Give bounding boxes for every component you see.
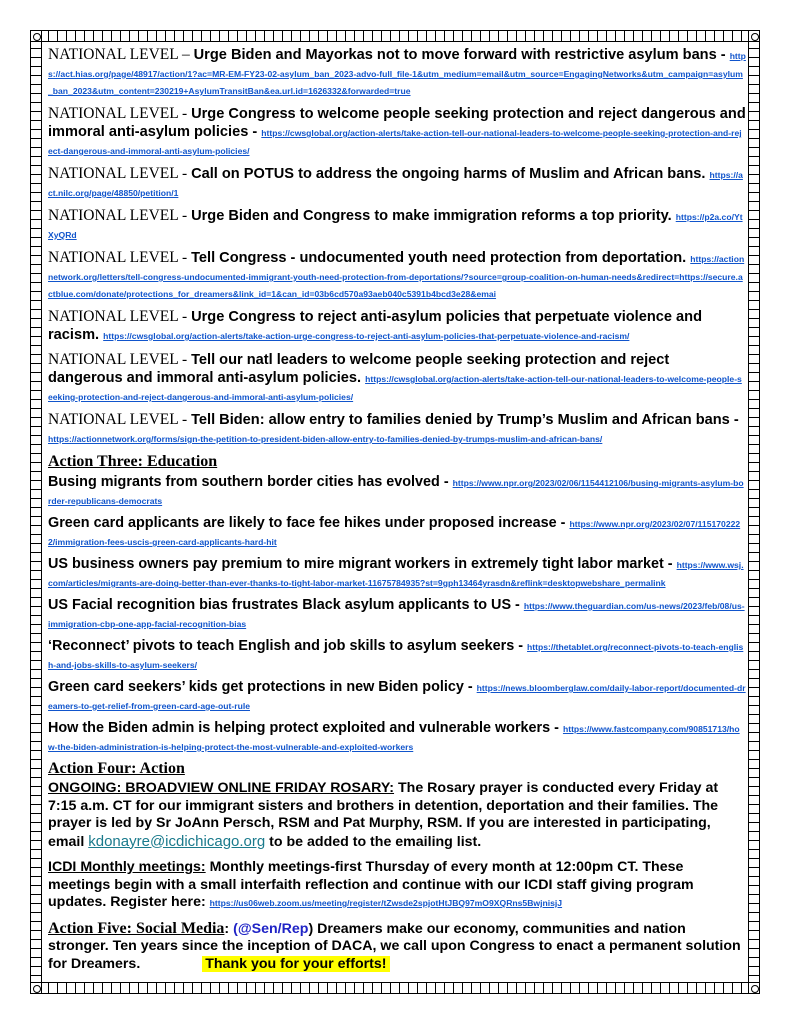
border-top [30, 30, 760, 42]
document-body [48, 46, 746, 981]
level-separator: - [178, 249, 192, 266]
national-level-item [48, 351, 746, 404]
news-item [48, 473, 746, 508]
item-title: Urge Biden and Congress to make immigration reforms a top priority. [191, 208, 676, 224]
item-title: Urge Congress to reject anti-asylum policies that perpetuate violence and racism. [48, 309, 702, 343]
action-five-text: Dreamers make our economy, communities and nation stronger. Ten years since the inception of DACA, we call upon Congress to enact a permanent solution for Dreamers. [48, 920, 741, 972]
item-link[interactable]: https://p2a.co/YtXyQRd [48, 212, 743, 240]
level-prefix: NATIONAL LEVEL [48, 165, 179, 182]
item-title: Urge Biden and Mayorkas not to move forward with restrictive asylum bans - [193, 47, 730, 63]
icdi-paragraph [48, 859, 746, 912]
border-right [748, 30, 760, 994]
level-separator: - [178, 308, 192, 325]
level-separator: - [178, 411, 192, 428]
news-list [48, 473, 746, 754]
level-prefix: NATIONAL LEVEL [48, 207, 179, 224]
national-level-item [48, 207, 746, 242]
level-prefix: NATIONAL LEVEL [48, 351, 179, 368]
level-separator: – [178, 46, 194, 63]
news-title: How the Biden admin is helping protect exploited and vulnerable workers - [48, 720, 563, 736]
border-corner-icon [748, 30, 760, 42]
item-link[interactable]: https://act.nilc.org/page/48850/petition/1 [48, 170, 743, 198]
handle-open: ( [233, 920, 238, 937]
social-handle: @Sen/Rep [237, 920, 309, 937]
level-separator: - [178, 165, 192, 182]
news-link[interactable]: https://www.theguardian.com/us-news/2023/feb/08/us-immigration-cbp-one-app-facial-recognition-bias [48, 601, 745, 629]
news-item [48, 719, 746, 754]
national-level-item [48, 46, 746, 98]
national-level-item [48, 105, 746, 158]
border-corner-icon [748, 982, 760, 994]
level-prefix: NATIONAL LEVEL [48, 411, 179, 428]
item-link[interactable]: https://cwsglobal.org/action-alerts/take-action-tell-our-national-leaders-to-welcome-people-seeking-protection-and-reject-dangerous-and-immoral-anti-asylum-policies/ [48, 128, 742, 156]
news-title: Green card seekers’ kids get protections in new Biden policy - [48, 679, 477, 695]
rosary-tail: to be added to the emailing list. [265, 833, 482, 850]
news-link[interactable]: https://thetablet.org/reconnect-pivots-to-teach-english-and-jobs-skills-to-asylum-seekers/ [48, 642, 744, 670]
action-five-heading: Action Five: Social Media [48, 919, 225, 937]
border-bottom [30, 982, 760, 994]
action-five-colon: : [224, 920, 234, 937]
level-separator: - [178, 351, 192, 368]
item-link[interactable]: https://act.hias.org/page/48917/action/1?ac=MR-EM-FY23-02-asylum_ban_2023-advo-full_file-1&utm_medium=email&utm_source=EngagingNetworks&utm_campaign=asylum_ban_2023&utm_content=230219+AsylumTransitBan&ea.url.id=1626332&forwarded=true [48, 51, 746, 96]
national-level-item [48, 411, 746, 446]
news-item [48, 514, 746, 549]
action-four-heading: Action Four: Action [48, 760, 185, 777]
item-title: Urge Congress to welcome people seeking protection and reject dangerous and immoral anti-asylum policies - [48, 106, 746, 140]
action-five-paragraph [48, 920, 746, 974]
national-level-item [48, 249, 746, 301]
level-separator: - [178, 105, 192, 122]
item-title: Tell Congress - undocumented youth need protection from deportation. [191, 250, 691, 266]
icdi-register-link[interactable]: https://us06web.zoom.us/meeting/register/tZwsde2spjotHtJBQ97mO9XQRns5BwjnisjJ [209, 898, 563, 908]
level-prefix: NATIONAL LEVEL [48, 308, 179, 325]
rosary-label: ONGOING: BROADVIEW ONLINE FRIDAY ROSARY: [48, 780, 395, 796]
item-title: Tell our natl leaders to welcome people seeking protection and reject dangerous and immoral anti-asylum policies. [48, 352, 670, 386]
level-prefix: NATIONAL LEVEL [48, 249, 179, 266]
news-link[interactable]: https://www.npr.org/2023/02/06/1154412106/busing-migrants-asylum-border-republicans-democrats [48, 478, 744, 506]
icdi-label: ICDI Monthly meetings: [48, 859, 206, 875]
rosary-paragraph [48, 780, 746, 851]
news-title: Green card applicants are likely to face fee hikes under proposed increase - [48, 515, 570, 531]
level-prefix: NATIONAL LEVEL [48, 46, 179, 63]
thanks-highlight: Thank you for your efforts! [202, 956, 389, 972]
level-prefix: NATIONAL LEVEL [48, 105, 179, 122]
border-left [30, 30, 42, 994]
icdi-text: Monthly meetings-first Thursday of every month at 12:00pm CT. These meetings begin with a small interfaith reflection and continue with our ICDI staff giving program updates. Register here: [48, 859, 694, 910]
item-link[interactable]: https://actionnetwork.org/letters/tell-congress-undocumented-immigrant-youth-need-protection-from-deportations/?source=group-coalition-on-human-needs&redirect=https://secure.actblue.com/donate/protections_for_dreamers&link_id=1&can_id=03b6cd570a93aeb040c5391b4bcd3e28&emai [48, 254, 745, 299]
news-link[interactable]: https://www.wsj.com/articles/migrants-are-doing-better-than-ever-thanks-to-tight-labor-market-11675784935?st=9gph13464yrasdn&reflink=desktopwebshare_permalink [48, 560, 744, 588]
rosary-text: The Rosary prayer is conducted every Friday at 7:15 a.m. CT for our immigrant sisters and brothers in detention, deportation and their families. The prayer is led by Sr JoAnn Persch, RSM and Pat Murphy, RSM. If you are interested in participating, email [48, 780, 719, 850]
news-title: Busing migrants from southern border cities has evolved - [48, 474, 453, 490]
news-item [48, 555, 746, 590]
border-corner-icon [30, 30, 42, 42]
item-link[interactable]: https://cwsglobal.org/action-alerts/take-action-tell-our-national-leaders-to-welcome-people-seeking-protection-and-reject-dangerous-and-immoral-anti-asylum-policies/ [48, 374, 742, 402]
handle-close: ) [308, 920, 314, 937]
action-three-heading: Action Three: Education [48, 453, 218, 470]
national-level-item [48, 308, 746, 344]
item-link[interactable]: https://actionnetwork.org/forms/sign-the-petition-to-president-biden-allow-entry-to-families-denied-by-trumps-muslim-and-african-bans/ [48, 434, 603, 444]
national-level-list [48, 46, 746, 446]
news-title: US Facial recognition bias frustrates Black asylum applicants to US - [48, 597, 524, 613]
news-item [48, 596, 746, 631]
news-title: US business owners pay premium to mire migrant workers in extremely tight labor market - [48, 556, 677, 572]
news-item [48, 637, 746, 672]
border-corner-icon [30, 982, 42, 994]
rosary-email-link[interactable]: kdonayre@icdichicago.org [88, 832, 266, 850]
news-item [48, 678, 746, 713]
news-link[interactable]: https://news.bloomberglaw.com/daily-labor-report/documented-dreamers-to-get-relief-from-green-card-age-out-rule [48, 683, 746, 711]
news-title: ‘Reconnect’ pivots to teach English and job skills to asylum seekers - [48, 638, 528, 654]
news-link[interactable]: https://www.fastcompany.com/90851713/how-the-biden-administration-is-helping-protect-the-most-vulnerable-and-exploited-workers [48, 724, 740, 752]
level-separator: - [178, 207, 192, 224]
news-link[interactable]: https://www.npr.org/2023/02/07/1151702222/immigration-fees-uscis-green-card-applicants-hard-hit [48, 519, 741, 547]
item-title: Tell Biden: allow entry to families denied by Trump’s Muslim and African bans - [191, 412, 739, 428]
item-link[interactable]: https://cwsglobal.org/action-alerts/take-action-urge-congress-to-reject-anti-asylum-policies-that-perpetuate-violence-and-racism/ [103, 331, 630, 341]
national-level-item [48, 165, 746, 200]
item-title: Call on POTUS to address the ongoing harms of Muslim and African bans. [191, 166, 710, 182]
